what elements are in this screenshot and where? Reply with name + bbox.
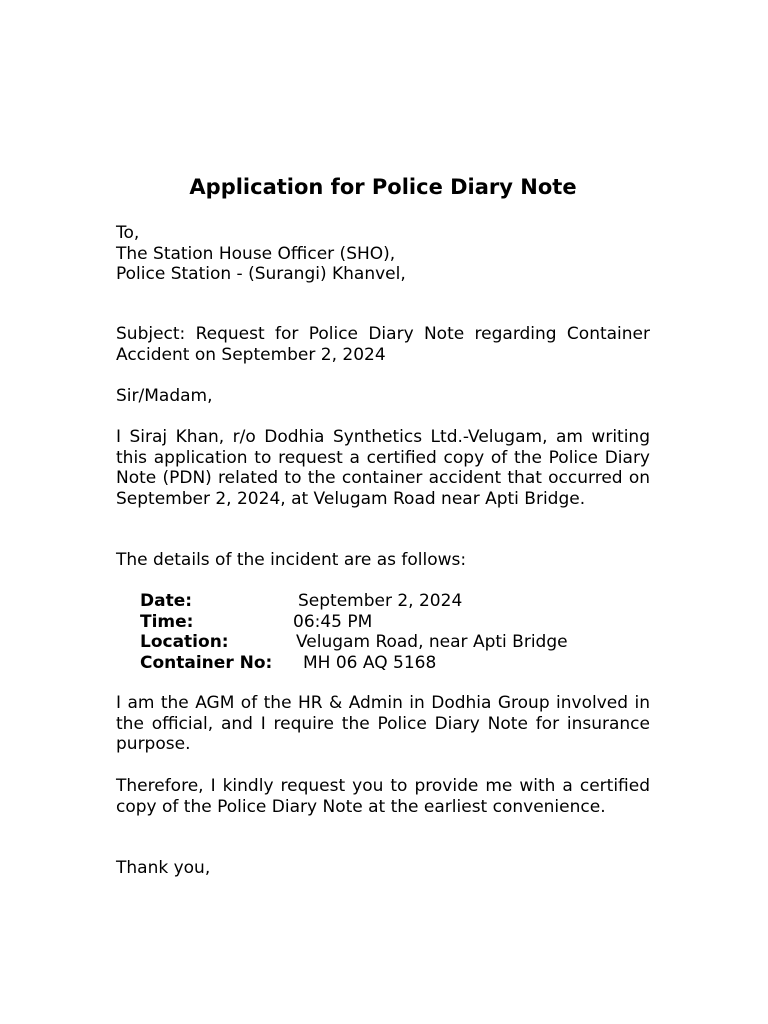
detail-value: Velugam Road, near Apti Bridge bbox=[296, 632, 568, 652]
details-intro: The details of the incident are as follows: bbox=[116, 550, 467, 570]
address-line: Police Station - (Surangi) Khanvel, bbox=[116, 264, 406, 284]
detail-value: 06:45 PM bbox=[293, 611, 373, 632]
address-line: To, bbox=[116, 223, 140, 243]
detail-label: Container No: bbox=[140, 652, 273, 673]
detail-label: Time: bbox=[140, 611, 194, 632]
subject-line: Subject: Request for Police Diary Note regarding Container Accident on September 2, 2024 bbox=[116, 324, 650, 365]
closing: Thank you, bbox=[116, 858, 211, 878]
salutation: Sir/Madam, bbox=[116, 386, 213, 406]
body-paragraph-request: Therefore, I kindly request you to provide me with a certified copy of the Police Diary Note at the earliest convenience. bbox=[116, 776, 650, 817]
recipient-address bbox=[116, 223, 650, 285]
address-line: The Station House Officer (SHO), bbox=[116, 243, 396, 264]
body-paragraph-role: I am the AGM of the HR & Admin in Dodhia Group involved in the official, and I require the Police Diary Note for insurance purpose. bbox=[116, 693, 650, 754]
detail-value: MH 06 AQ 5168 bbox=[303, 652, 437, 673]
detail-value: September 2, 2024 bbox=[298, 591, 463, 611]
body-paragraph-intro: I Siraj Khan, r/o Dodhia Synthetics Ltd.-Velugam, am writing this application to request a certified copy of the Police Diary Note (PDN) related to the container accident that occurred on September 2, 2024, at Velugam Road near Apti Bridge. bbox=[116, 427, 650, 509]
detail-label: Date: bbox=[140, 591, 193, 611]
document-title: Application for Police Diary Note bbox=[189, 175, 577, 199]
detail-label: Location: bbox=[140, 632, 229, 652]
